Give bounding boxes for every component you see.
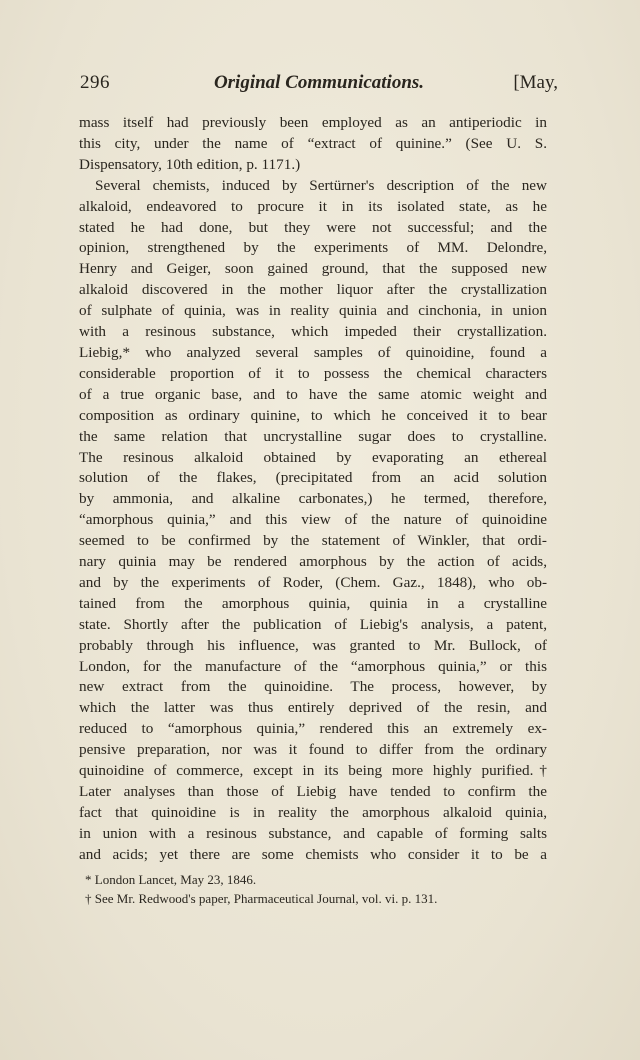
text-line: with a resinous substance, which impeded their crystallization. <box>79 323 547 341</box>
footnote: † See Mr. Redwood's paper, Pharmaceutical Journal, vol. vi. p. 131. <box>85 891 438 906</box>
text-line: tained from the amorphous quinia, quinia in a crystalline <box>79 594 547 612</box>
text-line: Henry and Geiger, soon gained ground, that the supposed new <box>79 260 547 278</box>
text-line: of a true organic base, and to have the same atomic weight and <box>79 385 547 403</box>
text-line: London, for the manufacture of the “amorphous quinia,” or this <box>79 657 547 675</box>
text-line: state. Shortly after the publication of Liebig's analysis, a patent, <box>79 615 547 633</box>
text-line: solution of the flakes, (precipitated from an acid solution <box>79 469 547 487</box>
text-line: stated he had done, but they were not successful; and the <box>79 218 547 236</box>
text-line: “amorphous quinia,” and this view of the nature of quinoidine <box>79 511 547 529</box>
text-line: considerable proportion of it to possess the chemical characters <box>79 364 547 382</box>
footnote: * London Lancet, May 23, 1846. <box>85 872 257 887</box>
text-line: reduced to “amorphous quinia,” rendered this an extremely ex- <box>79 720 547 738</box>
text-line: new extract from the quinoidine. The process, however, by <box>79 678 547 696</box>
text-line: probably through his influence, was granted to Mr. Bullock, of <box>79 636 547 654</box>
text-line: this city, under the name of “extract of quinine.” (See U. S. <box>79 134 547 152</box>
text-line: The resinous alkaloid obtained by evaporating an ethereal <box>79 448 547 466</box>
body-text <box>79 113 547 866</box>
running-title: Original Communications. <box>213 72 425 93</box>
page-number: 296 <box>80 72 110 93</box>
text-line: alkaloid discovered in the mother liquor after the crystallization <box>79 281 547 299</box>
text-line: by ammonia, and alkaline carbonates,) he termed, therefore, <box>79 490 547 508</box>
text-line: Liebig,* who analyzed several samples of quinoidine, found a <box>79 343 547 361</box>
text-line: pensive preparation, nor was it found to differ from the ordinary <box>79 741 547 759</box>
text-line: Several chemists, induced by Sertürner's description of the new <box>95 176 547 194</box>
text-line: composition as ordinary quinine, to which he conceived it to bear <box>79 406 547 424</box>
text-line: the same relation that uncrystalline sugar does to crystalline. <box>79 427 547 445</box>
text-line: Dispensatory, 10th edition, p. 1171.) <box>79 155 301 173</box>
text-line: and by the experiments of Roder, (Chem. Gaz., 1848), who ob- <box>79 573 547 591</box>
text-line: and acids; yet there are some chemists who consider it to be a <box>79 845 547 863</box>
text-line: in union with a resinous substance, and capable of forming salts <box>79 824 547 842</box>
text-line: Later analyses than those of Liebig have tended to confirm the <box>79 783 547 800</box>
text-line: opinion, strengthened by the experiments of MM. Delondre, <box>79 239 547 257</box>
text-line: mass itself had previously been employed as an antiperiodic in <box>79 114 547 131</box>
text-line: seemed to be confirmed by the statement of Winkler, that ordi- <box>79 532 547 550</box>
text-line: nary quinia may be rendered amorphous by the action of acids, <box>79 553 547 571</box>
text-line: alkaloid, endeavored to procure it in its isolated state, as he <box>79 197 547 215</box>
page-header <box>80 72 558 100</box>
footnotes <box>79 870 547 908</box>
text-line: fact that quinoidine is in reality the amorphous alkaloid quinia, <box>79 803 547 821</box>
text-line: which the latter was thus entirely deprived of the resin, and <box>79 699 547 717</box>
header-date: [May, <box>513 72 558 93</box>
text-line: quinoidine of commerce, except in its being more highly purified.† <box>79 762 547 780</box>
text-line: of sulphate of quinia, was in reality quinia and cinchonia, in union <box>79 302 547 320</box>
